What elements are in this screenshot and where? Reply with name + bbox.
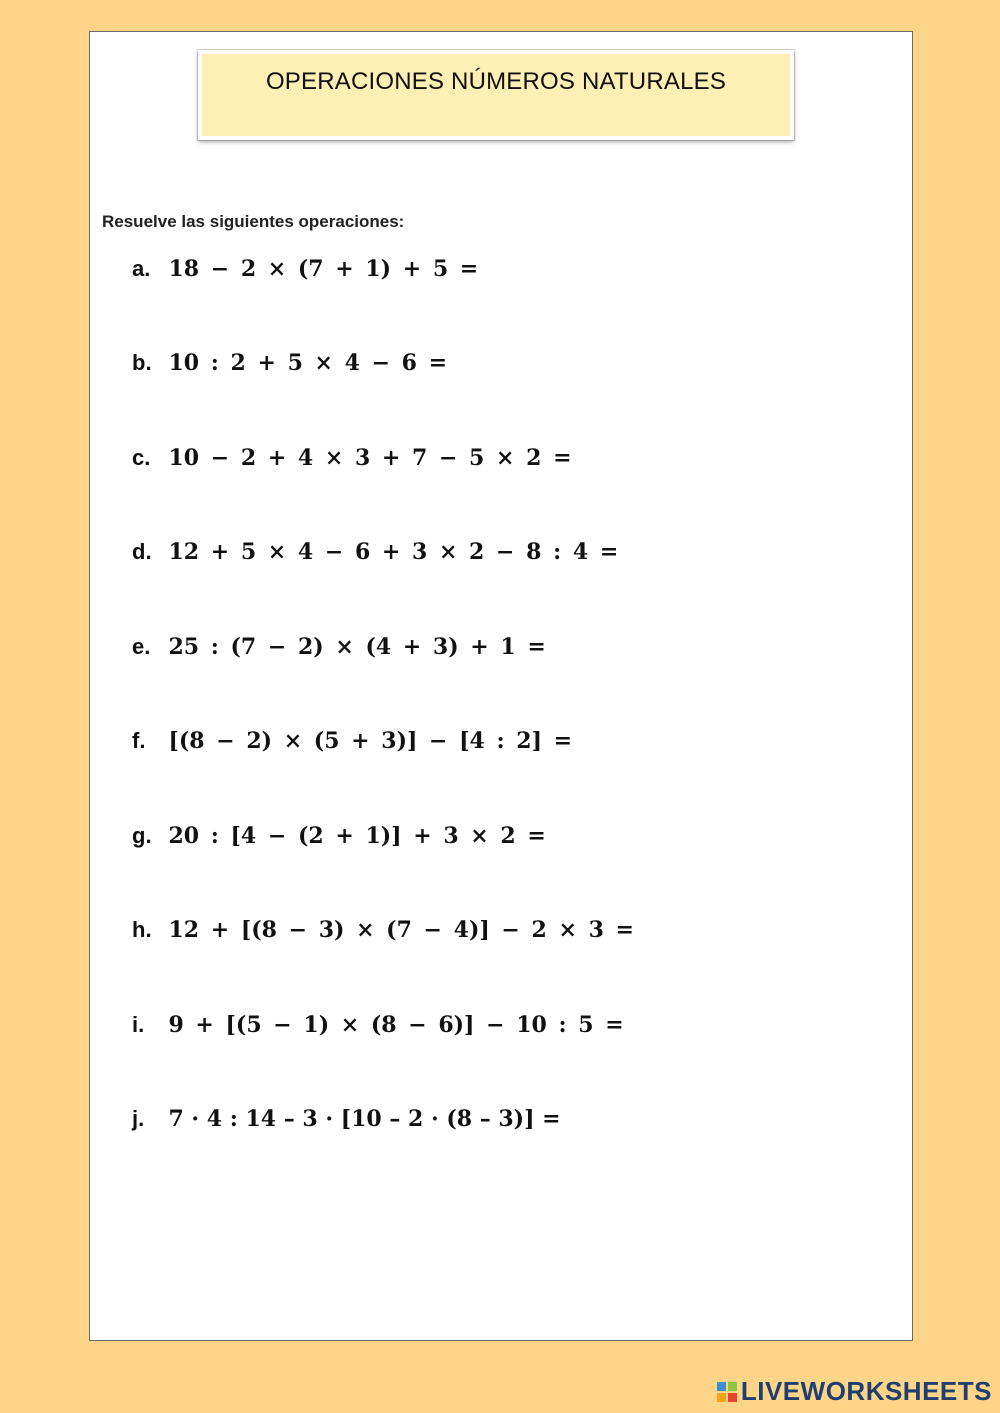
- exercise-g: [132, 823, 546, 859]
- logo-cell: [716, 1381, 727, 1392]
- exercise-f: [132, 728, 572, 764]
- exercise-letter: a.: [132, 256, 151, 281]
- exercise-expression: [(8 − 2) × (5 + 3)] − [4 : 2] =: [168, 728, 573, 754]
- exercise-expression: 10 : 2 + 5 × 4 − 6 =: [168, 350, 448, 376]
- exercise-c: [132, 445, 572, 481]
- exercise-letter: g.: [132, 823, 152, 848]
- logo-cell: [727, 1381, 738, 1392]
- exercise-letter: d.: [132, 539, 152, 564]
- exercise-expression: 9 + [(5 − 1) × (8 − 6)] − 10 : 5 =: [168, 1012, 624, 1038]
- exercise-b: [132, 350, 447, 386]
- exercise-letter: i.: [132, 1012, 145, 1037]
- exercise-i: [132, 1012, 624, 1048]
- exercise-j: [132, 1106, 561, 1142]
- exercise-e: [132, 634, 546, 670]
- instructions-text: Resuelve las siguientes operaciones:: [102, 212, 405, 231]
- exercise-letter: h.: [132, 917, 152, 942]
- worksheet-page: [89, 31, 913, 1341]
- logo-cell: [727, 1392, 738, 1403]
- liveworksheets-brand[interactable]: [716, 1376, 992, 1407]
- exercise-expression: 20 : [4 − (2 + 1)] + 3 × 2 =: [168, 823, 546, 849]
- exercise-expression: 25 : (7 − 2) × (4 + 3) + 1 =: [168, 634, 546, 660]
- exercise-expression: 18 − 2 × (7 + 1) + 5 =: [168, 256, 479, 282]
- exercise-expression: 7 · 4 : 14 – 3 · [10 – 2 · (8 – 3)] =: [168, 1106, 561, 1132]
- liveworksheets-logo-icon: [716, 1381, 738, 1403]
- worksheet-title: OPERACIONES NÚMEROS NATURALES: [265, 68, 727, 95]
- exercise-h: [132, 917, 634, 953]
- exercise-letter: e.: [132, 634, 151, 659]
- exercise-a: [132, 256, 478, 292]
- brand-name: LIVEWORKSHEETS: [740, 1376, 992, 1406]
- title-banner: [198, 50, 794, 140]
- exercise-letter: b.: [132, 350, 152, 375]
- exercise-d: [132, 539, 618, 575]
- exercise-letter: f.: [132, 728, 146, 753]
- logo-cell: [716, 1392, 727, 1403]
- exercise-expression: 10 − 2 + 4 × 3 + 7 − 5 × 2 =: [168, 445, 572, 471]
- exercise-expression: 12 + [(8 − 3) × (7 − 4)] − 2 × 3 =: [168, 917, 634, 943]
- exercise-letter: j.: [132, 1106, 145, 1131]
- exercise-expression: 12 + 5 × 4 − 6 + 3 × 2 − 8 : 4 =: [168, 539, 619, 565]
- exercise-letter: c.: [132, 445, 151, 470]
